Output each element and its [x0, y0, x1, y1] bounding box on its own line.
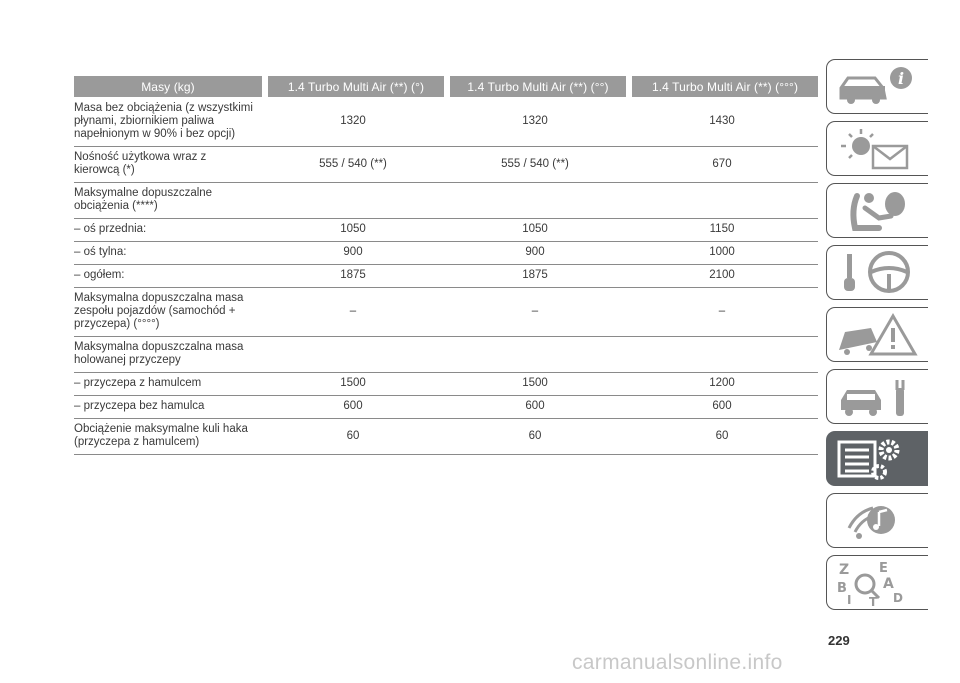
row-label-line: napełnionym w 90% i bez opcji)	[74, 128, 236, 140]
table-row	[74, 337, 818, 373]
row-value: 555 / 540 (**)	[262, 147, 444, 183]
row-value	[262, 183, 444, 219]
row-value: 1150	[626, 219, 818, 242]
row-label-line: – oś przednia:	[74, 223, 147, 235]
page-number: 229	[828, 633, 850, 648]
table-row	[74, 288, 818, 337]
tab-maintenance[interactable]	[826, 369, 928, 424]
table-row	[74, 242, 818, 265]
row-value: –	[444, 288, 626, 337]
row-value: 670	[626, 147, 818, 183]
row-label-line: zespołu pojazdów (samochód +	[74, 305, 236, 317]
row-label-line: Obciążenie maksymalne kuli haka	[74, 423, 248, 435]
table-row	[74, 219, 818, 242]
row-label	[74, 419, 262, 455]
table-header-row	[74, 76, 818, 97]
watermark: carmanualsonline.info	[572, 651, 783, 674]
table-body	[74, 97, 818, 455]
row-label	[74, 265, 262, 288]
row-label-line: Maksymalne dopuszczalne	[74, 187, 213, 199]
car-wrench-icon	[835, 374, 921, 420]
mass-specifications-table	[74, 76, 818, 455]
table-row	[74, 396, 818, 419]
row-label-line: kierowcą (*)	[74, 164, 135, 176]
row-value: 600	[626, 396, 818, 419]
tab-emergency[interactable]	[826, 307, 928, 362]
key-steering-wheel-icon	[835, 250, 921, 296]
svg-text:B: B	[837, 581, 847, 596]
row-label-line: płynami, zbiornikiem paliwa	[74, 115, 214, 127]
row-label-line: Masa bez obciążenia (z wszystkimi	[74, 102, 253, 114]
alphabetical-index-search-icon	[835, 560, 921, 606]
row-label-line: holowanej przyczepy	[74, 354, 181, 366]
row-value: 1320	[444, 97, 626, 147]
row-value: 1200	[626, 373, 818, 396]
car-info-icon	[835, 64, 921, 110]
tab-starting-driving[interactable]	[826, 245, 928, 300]
table-row	[74, 97, 818, 147]
header-masses: Masy (kg)	[74, 76, 262, 97]
row-value: 1000	[626, 242, 818, 265]
row-value: 1050	[262, 219, 444, 242]
row-value	[626, 183, 818, 219]
row-label	[74, 242, 262, 265]
row-label-line: (przyczepa z hamulcem)	[74, 436, 200, 448]
table-row	[74, 183, 818, 219]
row-value: 600	[444, 396, 626, 419]
row-label	[74, 183, 262, 219]
row-label-line: Maksymalna dopuszczalna masa	[74, 292, 244, 304]
svg-text:E: E	[879, 561, 888, 576]
table-row	[74, 419, 818, 455]
row-value	[262, 337, 444, 373]
row-value: 600	[262, 396, 444, 419]
multimedia-music-icon	[835, 498, 921, 544]
row-label-line: Maksymalna dopuszczalna masa	[74, 341, 244, 353]
row-value: 900	[262, 242, 444, 265]
svg-text:Z: Z	[839, 562, 850, 578]
tab-car-info[interactable]	[826, 59, 928, 114]
svg-text:i: i	[897, 69, 905, 88]
row-label	[74, 396, 262, 419]
row-value	[444, 337, 626, 373]
row-value: 60	[262, 419, 444, 455]
row-value: –	[262, 288, 444, 337]
row-value: 1430	[626, 97, 818, 147]
svg-text:A: A	[883, 576, 894, 592]
row-value: 1500	[262, 373, 444, 396]
row-value	[626, 337, 818, 373]
row-value: –	[626, 288, 818, 337]
row-value: 1500	[444, 373, 626, 396]
row-label	[74, 373, 262, 396]
car-crash-warning-icon	[835, 312, 921, 358]
row-value: 1875	[262, 265, 444, 288]
row-value: 1320	[262, 97, 444, 147]
row-label-line: – przyczepa bez hamulca	[74, 400, 205, 412]
row-value: 900	[444, 242, 626, 265]
row-value: 1875	[444, 265, 626, 288]
row-label-line: – oś tylna:	[74, 246, 127, 258]
row-label	[74, 97, 262, 147]
table-row	[74, 265, 818, 288]
tab-technical-data[interactable]	[826, 431, 928, 486]
row-value: 1050	[444, 219, 626, 242]
svg-text:T: T	[869, 595, 878, 606]
row-label-line: obciążenia (****)	[74, 200, 158, 212]
table-row	[74, 373, 818, 396]
tab-alphabetical-index[interactable]	[826, 555, 928, 610]
row-value: 60	[444, 419, 626, 455]
row-label	[74, 337, 262, 373]
specifications-table-container	[74, 76, 818, 455]
technical-data-gear-icon	[835, 436, 921, 482]
row-label	[74, 147, 262, 183]
tab-multimedia[interactable]	[826, 493, 928, 548]
row-label-line: przyczepa) (°°°°)	[74, 318, 160, 330]
table-row	[74, 147, 818, 183]
header-engine-1: 1.4 Turbo Multi Air (**) (°)	[262, 76, 444, 97]
row-label	[74, 219, 262, 242]
row-label-line: – ogółem:	[74, 269, 125, 281]
row-label-line: Nośność użytkowa wraz z	[74, 151, 207, 163]
header-engine-3: 1.4 Turbo Multi Air (**) (°°°)	[626, 76, 818, 97]
warning-light-message-icon	[835, 126, 921, 172]
row-label	[74, 288, 262, 337]
seat-airbag-icon	[835, 188, 921, 234]
row-label-line: – przyczepa z hamulcem	[74, 377, 202, 389]
row-value: 60	[626, 419, 818, 455]
row-value: 555 / 540 (**)	[444, 147, 626, 183]
header-engine-2: 1.4 Turbo Multi Air (**) (°°)	[444, 76, 626, 97]
tab-warning-lights[interactable]	[826, 121, 928, 176]
row-value	[444, 183, 626, 219]
svg-text:I: I	[847, 593, 852, 606]
tab-safety[interactable]	[826, 183, 928, 238]
svg-text:D: D	[893, 591, 903, 605]
row-value: 2100	[626, 265, 818, 288]
